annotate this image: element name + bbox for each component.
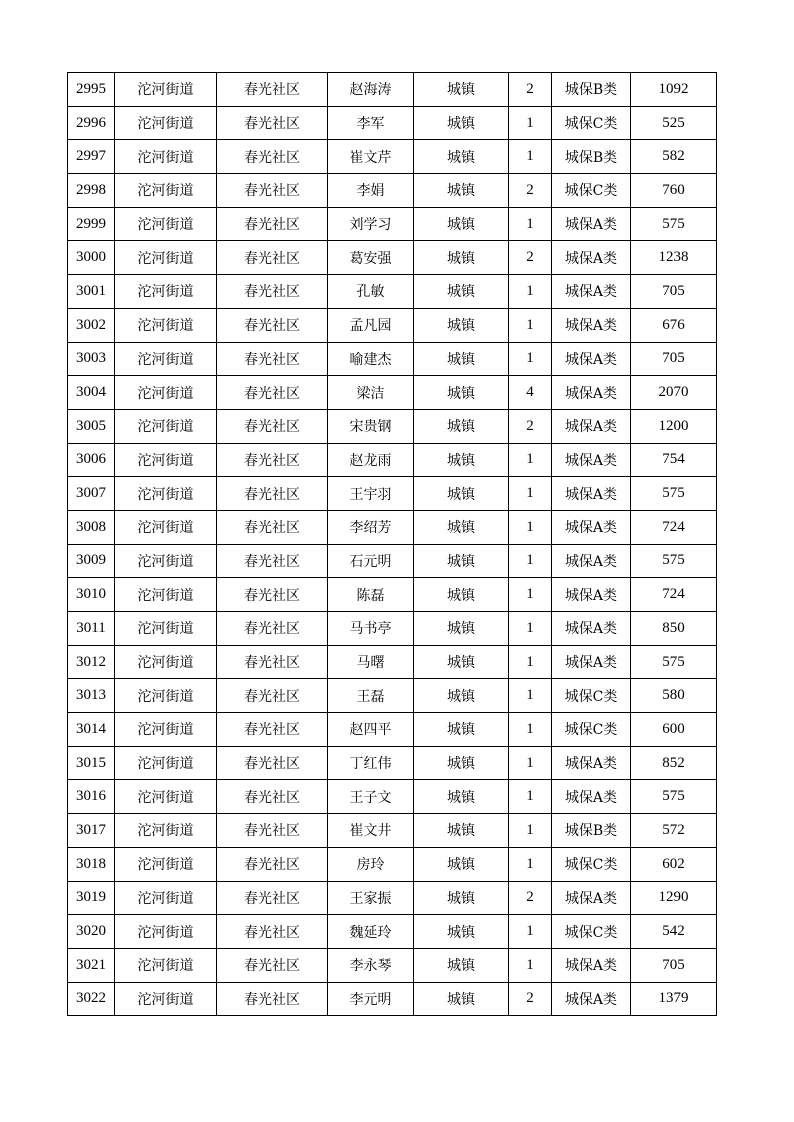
member-count-cell: 1 — [509, 477, 552, 511]
table-row — [68, 275, 717, 309]
category-cell: 城保A类 — [552, 510, 631, 544]
street-cell: 沱河街道 — [115, 140, 217, 174]
serial-number-cell: 3019 — [68, 881, 115, 915]
table-row — [68, 106, 717, 140]
community-cell: 春光社区 — [217, 275, 328, 309]
table-row — [68, 645, 717, 679]
subsidy-table — [67, 72, 717, 1016]
street-cell: 沱河街道 — [115, 948, 217, 982]
table-row — [68, 814, 717, 848]
household-type-cell: 城镇 — [414, 780, 509, 814]
household-type-cell: 城镇 — [414, 241, 509, 275]
serial-number-cell: 3021 — [68, 948, 115, 982]
table-row — [68, 477, 717, 511]
serial-number-cell: 2998 — [68, 174, 115, 208]
serial-number-cell: 3022 — [68, 982, 115, 1016]
street-cell: 沱河街道 — [115, 275, 217, 309]
community-cell: 春光社区 — [217, 510, 328, 544]
person-name-cell: 宋贵钢 — [328, 409, 414, 443]
category-cell: 城保A类 — [552, 948, 631, 982]
serial-number-cell: 3003 — [68, 342, 115, 376]
household-type-cell: 城镇 — [414, 140, 509, 174]
serial-number-cell: 3000 — [68, 241, 115, 275]
amount-cell: 1200 — [631, 409, 717, 443]
category-cell: 城保B类 — [552, 73, 631, 107]
table-row — [68, 713, 717, 747]
household-type-cell: 城镇 — [414, 207, 509, 241]
amount-cell: 525 — [631, 106, 717, 140]
person-name-cell: 王子文 — [328, 780, 414, 814]
household-type-cell: 城镇 — [414, 510, 509, 544]
table-row — [68, 174, 717, 208]
category-cell: 城保A类 — [552, 308, 631, 342]
community-cell: 春光社区 — [217, 544, 328, 578]
street-cell: 沱河街道 — [115, 510, 217, 544]
amount-cell: 676 — [631, 308, 717, 342]
member-count-cell: 1 — [509, 746, 552, 780]
street-cell: 沱河街道 — [115, 847, 217, 881]
amount-cell: 575 — [631, 780, 717, 814]
amount-cell: 575 — [631, 477, 717, 511]
serial-number-cell: 3010 — [68, 578, 115, 612]
person-name-cell: 孟凡园 — [328, 308, 414, 342]
community-cell: 春光社区 — [217, 915, 328, 949]
member-count-cell: 2 — [509, 881, 552, 915]
amount-cell: 724 — [631, 578, 717, 612]
community-cell: 春光社区 — [217, 376, 328, 410]
member-count-cell: 1 — [509, 443, 552, 477]
person-name-cell: 李绍芳 — [328, 510, 414, 544]
street-cell: 沱河街道 — [115, 982, 217, 1016]
table-row — [68, 746, 717, 780]
amount-cell: 1290 — [631, 881, 717, 915]
household-type-cell: 城镇 — [414, 679, 509, 713]
community-cell: 春光社区 — [217, 477, 328, 511]
household-type-cell: 城镇 — [414, 477, 509, 511]
member-count-cell: 1 — [509, 645, 552, 679]
category-cell: 城保A类 — [552, 578, 631, 612]
amount-cell: 1238 — [631, 241, 717, 275]
table-row — [68, 342, 717, 376]
serial-number-cell: 3017 — [68, 814, 115, 848]
community-cell: 春光社区 — [217, 780, 328, 814]
community-cell: 春光社区 — [217, 409, 328, 443]
person-name-cell: 崔文芹 — [328, 140, 414, 174]
category-cell: 城保C类 — [552, 174, 631, 208]
person-name-cell: 李元明 — [328, 982, 414, 1016]
person-name-cell: 马曙 — [328, 645, 414, 679]
table-row — [68, 612, 717, 646]
amount-cell: 575 — [631, 645, 717, 679]
table-row — [68, 140, 717, 174]
person-name-cell: 梁洁 — [328, 376, 414, 410]
table-row — [68, 847, 717, 881]
table-body — [68, 73, 717, 1016]
person-name-cell: 喻建杰 — [328, 342, 414, 376]
member-count-cell: 2 — [509, 409, 552, 443]
amount-cell: 705 — [631, 275, 717, 309]
category-cell: 城保A类 — [552, 982, 631, 1016]
amount-cell: 754 — [631, 443, 717, 477]
household-type-cell: 城镇 — [414, 275, 509, 309]
street-cell: 沱河街道 — [115, 73, 217, 107]
member-count-cell: 1 — [509, 578, 552, 612]
street-cell: 沱河街道 — [115, 780, 217, 814]
member-count-cell: 1 — [509, 915, 552, 949]
amount-cell: 572 — [631, 814, 717, 848]
household-type-cell: 城镇 — [414, 915, 509, 949]
amount-cell: 2070 — [631, 376, 717, 410]
member-count-cell: 1 — [509, 510, 552, 544]
community-cell: 春光社区 — [217, 881, 328, 915]
serial-number-cell: 3002 — [68, 308, 115, 342]
person-name-cell: 李永琴 — [328, 948, 414, 982]
member-count-cell: 1 — [509, 948, 552, 982]
street-cell: 沱河街道 — [115, 881, 217, 915]
community-cell: 春光社区 — [217, 308, 328, 342]
table-row — [68, 881, 717, 915]
person-name-cell: 王宇羽 — [328, 477, 414, 511]
member-count-cell: 1 — [509, 342, 552, 376]
amount-cell: 575 — [631, 544, 717, 578]
member-count-cell: 1 — [509, 140, 552, 174]
community-cell: 春光社区 — [217, 241, 328, 275]
community-cell: 春光社区 — [217, 679, 328, 713]
street-cell: 沱河街道 — [115, 174, 217, 208]
amount-cell: 602 — [631, 847, 717, 881]
serial-number-cell: 3014 — [68, 713, 115, 747]
serial-number-cell: 3009 — [68, 544, 115, 578]
community-cell: 春光社区 — [217, 443, 328, 477]
community-cell: 春光社区 — [217, 612, 328, 646]
serial-number-cell: 3007 — [68, 477, 115, 511]
member-count-cell: 1 — [509, 713, 552, 747]
amount-cell: 852 — [631, 746, 717, 780]
member-count-cell: 1 — [509, 780, 552, 814]
person-name-cell: 陈磊 — [328, 578, 414, 612]
amount-cell: 1092 — [631, 73, 717, 107]
table-row — [68, 73, 717, 107]
household-type-cell: 城镇 — [414, 174, 509, 208]
serial-number-cell: 2996 — [68, 106, 115, 140]
street-cell: 沱河街道 — [115, 308, 217, 342]
person-name-cell: 赵龙雨 — [328, 443, 414, 477]
category-cell: 城保A类 — [552, 409, 631, 443]
household-type-cell: 城镇 — [414, 376, 509, 410]
street-cell: 沱河街道 — [115, 578, 217, 612]
amount-cell: 582 — [631, 140, 717, 174]
member-count-cell: 1 — [509, 544, 552, 578]
household-type-cell: 城镇 — [414, 948, 509, 982]
category-cell: 城保A类 — [552, 207, 631, 241]
category-cell: 城保A类 — [552, 241, 631, 275]
person-name-cell: 刘学习 — [328, 207, 414, 241]
serial-number-cell: 3013 — [68, 679, 115, 713]
street-cell: 沱河街道 — [115, 241, 217, 275]
category-cell: 城保A类 — [552, 376, 631, 410]
street-cell: 沱河街道 — [115, 443, 217, 477]
household-type-cell: 城镇 — [414, 578, 509, 612]
category-cell: 城保A类 — [552, 342, 631, 376]
category-cell: 城保C类 — [552, 847, 631, 881]
serial-number-cell: 2999 — [68, 207, 115, 241]
category-cell: 城保C类 — [552, 713, 631, 747]
member-count-cell: 2 — [509, 73, 552, 107]
amount-cell: 760 — [631, 174, 717, 208]
person-name-cell: 李军 — [328, 106, 414, 140]
table-row — [68, 578, 717, 612]
street-cell: 沱河街道 — [115, 645, 217, 679]
serial-number-cell: 3008 — [68, 510, 115, 544]
household-type-cell: 城镇 — [414, 847, 509, 881]
serial-number-cell: 3020 — [68, 915, 115, 949]
amount-cell: 705 — [631, 342, 717, 376]
table-row — [68, 948, 717, 982]
category-cell: 城保A类 — [552, 544, 631, 578]
street-cell: 沱河街道 — [115, 915, 217, 949]
street-cell: 沱河街道 — [115, 544, 217, 578]
community-cell: 春光社区 — [217, 140, 328, 174]
serial-number-cell: 3011 — [68, 612, 115, 646]
serial-number-cell: 3018 — [68, 847, 115, 881]
serial-number-cell: 3001 — [68, 275, 115, 309]
serial-number-cell: 3006 — [68, 443, 115, 477]
street-cell: 沱河街道 — [115, 342, 217, 376]
person-name-cell: 赵海涛 — [328, 73, 414, 107]
serial-number-cell: 2997 — [68, 140, 115, 174]
community-cell: 春光社区 — [217, 207, 328, 241]
member-count-cell: 1 — [509, 612, 552, 646]
community-cell: 春光社区 — [217, 578, 328, 612]
person-name-cell: 王家振 — [328, 881, 414, 915]
member-count-cell: 2 — [509, 174, 552, 208]
member-count-cell: 1 — [509, 679, 552, 713]
category-cell: 城保A类 — [552, 275, 631, 309]
member-count-cell: 1 — [509, 275, 552, 309]
category-cell: 城保A类 — [552, 645, 631, 679]
household-type-cell: 城镇 — [414, 713, 509, 747]
person-name-cell: 房玲 — [328, 847, 414, 881]
person-name-cell: 葛安强 — [328, 241, 414, 275]
community-cell: 春光社区 — [217, 73, 328, 107]
household-type-cell: 城镇 — [414, 106, 509, 140]
member-count-cell: 1 — [509, 308, 552, 342]
household-type-cell: 城镇 — [414, 342, 509, 376]
street-cell: 沱河街道 — [115, 106, 217, 140]
community-cell: 春光社区 — [217, 982, 328, 1016]
person-name-cell: 李娟 — [328, 174, 414, 208]
community-cell: 春光社区 — [217, 746, 328, 780]
table-row — [68, 376, 717, 410]
street-cell: 沱河街道 — [115, 612, 217, 646]
household-type-cell: 城镇 — [414, 746, 509, 780]
member-count-cell: 1 — [509, 207, 552, 241]
table-row — [68, 510, 717, 544]
category-cell: 城保B类 — [552, 140, 631, 174]
household-type-cell: 城镇 — [414, 881, 509, 915]
amount-cell: 724 — [631, 510, 717, 544]
street-cell: 沱河街道 — [115, 376, 217, 410]
person-name-cell: 石元明 — [328, 544, 414, 578]
amount-cell: 542 — [631, 915, 717, 949]
category-cell: 城保A类 — [552, 477, 631, 511]
person-name-cell: 崔文井 — [328, 814, 414, 848]
street-cell: 沱河街道 — [115, 207, 217, 241]
serial-number-cell: 3015 — [68, 746, 115, 780]
member-count-cell: 4 — [509, 376, 552, 410]
serial-number-cell: 3012 — [68, 645, 115, 679]
category-cell: 城保C类 — [552, 679, 631, 713]
amount-cell: 850 — [631, 612, 717, 646]
member-count-cell: 1 — [509, 814, 552, 848]
person-name-cell: 孔敏 — [328, 275, 414, 309]
person-name-cell: 赵四平 — [328, 713, 414, 747]
category-cell: 城保A类 — [552, 881, 631, 915]
street-cell: 沱河街道 — [115, 409, 217, 443]
person-name-cell: 王磊 — [328, 679, 414, 713]
table-row — [68, 544, 717, 578]
table-row — [68, 207, 717, 241]
member-count-cell: 1 — [509, 847, 552, 881]
person-name-cell: 马书亭 — [328, 612, 414, 646]
household-type-cell: 城镇 — [414, 73, 509, 107]
street-cell: 沱河街道 — [115, 814, 217, 848]
community-cell: 春光社区 — [217, 948, 328, 982]
amount-cell: 580 — [631, 679, 717, 713]
street-cell: 沱河街道 — [115, 746, 217, 780]
household-type-cell: 城镇 — [414, 308, 509, 342]
street-cell: 沱河街道 — [115, 713, 217, 747]
member-count-cell: 2 — [509, 982, 552, 1016]
category-cell: 城保C类 — [552, 106, 631, 140]
category-cell: 城保A类 — [552, 612, 631, 646]
household-type-cell: 城镇 — [414, 443, 509, 477]
member-count-cell: 2 — [509, 241, 552, 275]
member-count-cell: 1 — [509, 106, 552, 140]
table-row — [68, 982, 717, 1016]
category-cell: 城保A类 — [552, 780, 631, 814]
amount-cell: 1379 — [631, 982, 717, 1016]
community-cell: 春光社区 — [217, 342, 328, 376]
table-row — [68, 443, 717, 477]
category-cell: 城保A类 — [552, 443, 631, 477]
amount-cell: 600 — [631, 713, 717, 747]
table-row — [68, 241, 717, 275]
household-type-cell: 城镇 — [414, 645, 509, 679]
serial-number-cell: 2995 — [68, 73, 115, 107]
table-row — [68, 780, 717, 814]
amount-cell: 575 — [631, 207, 717, 241]
amount-cell: 705 — [631, 948, 717, 982]
category-cell: 城保B类 — [552, 814, 631, 848]
person-name-cell: 丁红伟 — [328, 746, 414, 780]
community-cell: 春光社区 — [217, 645, 328, 679]
household-type-cell: 城镇 — [414, 982, 509, 1016]
street-cell: 沱河街道 — [115, 679, 217, 713]
community-cell: 春光社区 — [217, 106, 328, 140]
community-cell: 春光社区 — [217, 847, 328, 881]
household-type-cell: 城镇 — [414, 814, 509, 848]
household-type-cell: 城镇 — [414, 544, 509, 578]
person-name-cell: 魏延玲 — [328, 915, 414, 949]
category-cell: 城保A类 — [552, 746, 631, 780]
household-type-cell: 城镇 — [414, 409, 509, 443]
table-row — [68, 679, 717, 713]
serial-number-cell: 3016 — [68, 780, 115, 814]
table-row — [68, 308, 717, 342]
category-cell: 城保C类 — [552, 915, 631, 949]
community-cell: 春光社区 — [217, 713, 328, 747]
community-cell: 春光社区 — [217, 174, 328, 208]
table-row — [68, 915, 717, 949]
household-type-cell: 城镇 — [414, 612, 509, 646]
serial-number-cell: 3004 — [68, 376, 115, 410]
community-cell: 春光社区 — [217, 814, 328, 848]
table-row — [68, 409, 717, 443]
street-cell: 沱河街道 — [115, 477, 217, 511]
serial-number-cell: 3005 — [68, 409, 115, 443]
